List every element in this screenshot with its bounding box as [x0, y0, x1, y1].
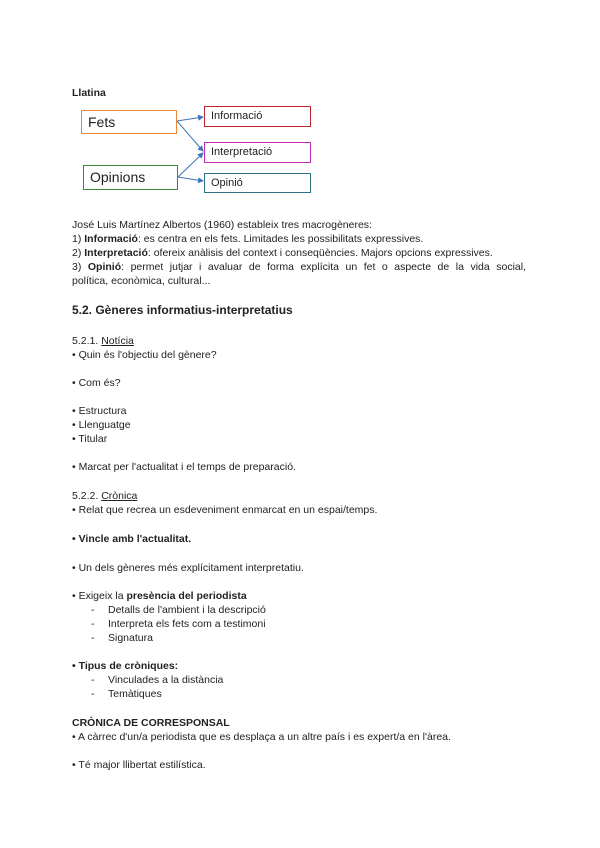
noticia-bullet-titular: • Titular	[72, 433, 108, 445]
box-opinions-label: Opinions	[90, 169, 146, 185]
subsection-number: 5.2.1.	[72, 335, 102, 347]
sub-item-interpreta: Interpreta els fets com a testimoni	[108, 618, 266, 630]
noticia-bullet-com-es: • Com és?	[72, 377, 121, 389]
noticia-bullet-llenguatge: • Llenguatge	[72, 419, 131, 431]
box-opinio-label: Opinió	[211, 177, 243, 189]
box-interpretacio-label: Interpretació	[211, 146, 273, 158]
noticia-bullet-actualitat: • Marcat per l'actualitat i el temps de preparació.	[72, 461, 296, 473]
subsection-number: 5.2.2.	[72, 490, 102, 502]
box-informacio	[204, 106, 311, 127]
box-informacio-label: Informació	[211, 110, 263, 122]
arrow-opinions-opinio	[178, 177, 203, 181]
box-fets-label: Fets	[88, 114, 116, 130]
sub-dash: -	[91, 618, 95, 630]
item-number: 3)	[72, 261, 88, 273]
bullet-text: • Exigeix la	[72, 590, 127, 602]
corresponsal-title: CRÒNICA DE CORRESPONSAL	[72, 717, 230, 729]
cronica-bullet-relat: • Relat que recrea un esdeveniment enmarcat en un espai/temps.	[72, 504, 378, 516]
cronica-bullet-vincle: • Vincle amb l'actualitat.	[72, 533, 192, 545]
sub-item-tematiques: Temàtiques	[108, 688, 162, 700]
item-description: : ofereix anàlisis del context i conseqüències. Majors opcions expressives.	[147, 247, 493, 259]
item-description: : es centra en els fets. Limitades les possibilitats expressives.	[137, 233, 424, 245]
item-number: 2)	[72, 247, 85, 259]
intro-item-interpretacio	[72, 246, 493, 260]
section-title: 5.2. Gèneres informatius-interpretatius	[72, 303, 293, 317]
intro-item-opinio	[72, 260, 526, 274]
sub-dash: -	[91, 632, 95, 644]
heading-llatina: Llatina	[72, 87, 106, 99]
bullet-bold-text: presència del periodista	[126, 590, 247, 602]
box-opinio	[204, 173, 311, 193]
box-fets	[81, 110, 177, 134]
sub-item-signatura: Signatura	[108, 632, 153, 644]
intro-line: José Luis Martínez Albertos (1960) estableix tres macrogèneres:	[72, 219, 372, 231]
subsection-cronica	[72, 489, 137, 503]
item-term: Interpretació	[84, 247, 148, 259]
subsection-title: Notícia	[101, 335, 134, 347]
arrow-fets-interpretacio	[177, 121, 203, 151]
cronica-bullet-presencia	[72, 589, 247, 603]
corresponsal-bullet-llibertat: • Té major llibertat estilística.	[72, 759, 206, 771]
corresponsal-bullet-carrec: • A càrrec d'un/a periodista que es desplaça a un altre país i es expert/a en l'àrea.	[72, 731, 451, 743]
sub-dash: -	[91, 604, 95, 616]
intro-item-informacio	[72, 232, 423, 246]
item-term: Opinió	[87, 261, 122, 273]
sub-item-distancia: Vinculades a la distància	[108, 674, 224, 686]
subsection-noticia	[72, 334, 134, 348]
sub-dash: -	[91, 688, 95, 700]
item-description: : permet jutjar i avaluar de forma explícita un fet o aspecte de la vida social,	[121, 261, 527, 273]
arrow-fets-informacio	[177, 117, 203, 121]
genres-diagram	[0, 0, 600, 200]
intro-item-opinio-cont: política, econòmica, cultural...	[72, 275, 211, 287]
item-term: Informació	[84, 233, 138, 245]
noticia-bullet-estructura: • Estructura	[72, 405, 127, 417]
sub-dash: -	[91, 674, 95, 686]
noticia-bullet-objectiu: • Quin és l'objectiu del gènere?	[72, 349, 217, 361]
box-interpretacio	[204, 142, 311, 163]
item-number: 1)	[72, 233, 85, 245]
sub-item-detalls: Detalls de l'ambient i la descripció	[108, 604, 266, 616]
cronica-bullet-tipus: • Tipus de cròniques:	[72, 660, 179, 672]
subsection-title: Crònica	[101, 490, 138, 502]
box-opinions	[83, 165, 178, 190]
arrow-opinions-interpretacio	[178, 153, 203, 177]
cronica-bullet-interpretatiu: • Un dels gèneres més explícitament interpretatiu.	[72, 562, 304, 574]
